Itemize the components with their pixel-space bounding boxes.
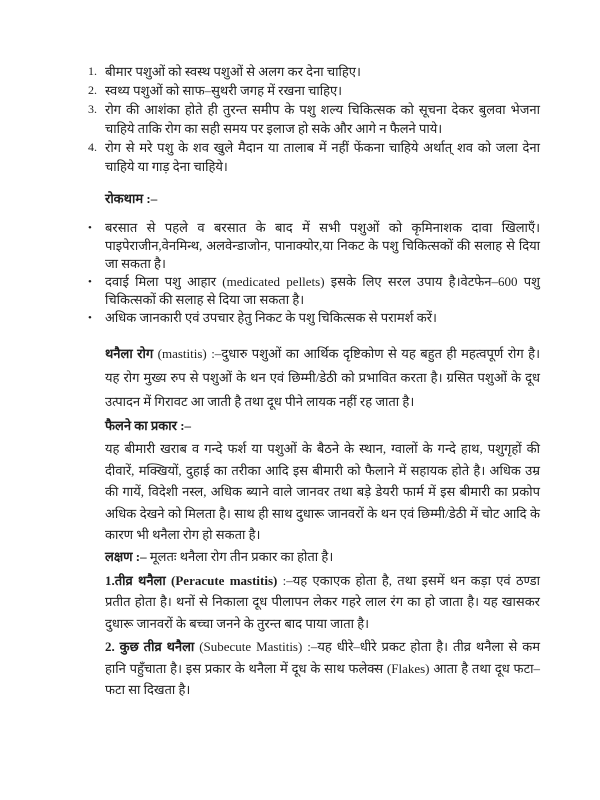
list-item-text: बीमार पशुओं को स्वस्थ पशुओं से अलग कर देना चाहिए। <box>105 64 361 79</box>
bullet-item <box>88 309 540 327</box>
mastitis-intro-text: दुधारु पशुओं का आर्थिक दृष्टिकोण से यह बहुत ही महत्वपूर्ण रोग है। यह रोग मुख्य रुप से पशुओं के थन एवं छिम्मी/डेठी को प्रभावित करता है। ग्रसित पशुओं के दूध उत्पादन में गिरावट आ जाती है तथा दूध पीने लायक नहीं रह जाता है। <box>105 346 540 409</box>
bullet-item <box>88 219 540 273</box>
type2-heading: 2. कुछ तीव्र थनैला <box>105 639 195 654</box>
list-item <box>88 100 540 138</box>
list-item <box>88 62 540 81</box>
symptoms-label: लक्षण :– <box>105 548 147 564</box>
bullet-icon: • <box>88 312 92 324</box>
spread-paragraph: यह बीमारी खराब व गन्दे फर्श या पशुओं के बैठने के स्थान, ग्वालों के गन्दे हाथ, पशुगृहों की दीवारें, मक्खियों, दुहाई का तरीका आदि इस बीमारी को फैलाने में सहायक होते है। अधिक उम्र की गायें, विदेशी नस्ल, अधिक ब्याने वाले जानवर तथा बड़े डेयरी फार्म में इस बीमारी का प्रकोप अधिक देखने को मिलता है। साथ ही साथ दुधारू जानवरों के थन एवं छिम्मी/डेठी में चोट आदि के कारण भी थनैला रोग हो सकता है। <box>105 441 540 542</box>
bullet-text: दवाई मिला पशु आहार (medicated pellets) इसके लिए सरल उपाय है।वेटफेन–600 पशु चिकित्सकों की सलाह से दिया जा सकता है। <box>105 274 540 307</box>
list-item-text: रोग से मरे पशु के शव खुले मैदान या तालाब में नहीं फेंकना चाहिये अर्थात् शव को जला देना चाहिये या गाड़ देना चाहिये। <box>105 140 540 174</box>
bullet-icon: • <box>88 276 92 288</box>
mastitis-heading-latin: (mastitis) :– <box>153 346 222 361</box>
type2-text: :–यह धीरे–धीरे प्रकट होता है। तीव्र थनैला से कम हानि पहुँचाता है। इस प्रकार के थनैला में दूध के साथ फलेक्स (Flakes) आता है तथा दूध फटा–फटा सा दिखता है। <box>105 639 540 697</box>
list-item-text: स्वथ्य पशुओं को साफ–सुथरी जगह में रखना चाहिए। <box>105 83 343 98</box>
bullet-text: अधिक जानकारी एवं उपचार हेतु निकट के पशु चिकित्सक से परामर्श करें। <box>105 310 437 325</box>
type1-heading: 1.तीव्र थनैला (Peracute mastitis) <box>105 572 278 588</box>
list-item-text: रोग की आशंका होते ही तुरन्त समीप के पशु शल्य चिकित्सक को सूचना देकर बुलवा भेजना चाहिये ताकि रोग का सही समय पर इलाज हो सके और आगे न फैलने पाये। <box>105 102 540 136</box>
type2-paragraph <box>105 636 540 701</box>
bullet-text: बरसात से पहले व बरसात के बाद में सभी पशुओं को कृमिनाशक दावा खिलाएँ। पाइपेराजीन,वेनमिन्थ, अलवेन्डाजोन, पानाक्योर,या निकट के पशु चिकित्सकों की सलाह से दिया जा सकता है। <box>105 220 540 271</box>
bullet-item <box>88 273 540 309</box>
mastitis-heading: थनैला रोग <box>105 346 154 361</box>
prevention-bullet-list <box>88 219 540 327</box>
list-number: 2. <box>88 83 97 97</box>
spread-heading: फैलने का प्रकार :– <box>105 418 192 433</box>
list-number: 4. <box>88 140 97 154</box>
list-item <box>88 138 540 176</box>
list-item <box>88 81 540 100</box>
type1-paragraph <box>105 570 540 635</box>
numbered-list <box>88 62 540 176</box>
list-number: 1. <box>88 64 97 78</box>
symptoms-line <box>105 546 540 568</box>
mastitis-section <box>105 342 540 701</box>
mastitis-intro-paragraph <box>105 342 540 414</box>
type1-text: :–यह एकाएक होता है, तथा इसमें थन कड़ा एवं ठण्डा प्रतीत होता है। थनों से निकाला दूध पीलापन लेकर गहरे लाल रंग का हो जाता है। यह खासकर दुधारू जानवरों के बच्चा जनने के तुरन्त बाद पाया जाता है। <box>105 572 540 631</box>
type2-heading-latin: (Subecute Mastitis) <box>194 639 303 654</box>
symptoms-text: मूलतः थनैला रोग तीन प्रकार का होता है। <box>146 548 334 564</box>
list-number: 3. <box>88 102 97 116</box>
page-content <box>88 62 540 701</box>
prevention-heading: रोकथाम :– <box>105 191 158 206</box>
bullet-icon: • <box>88 222 92 234</box>
